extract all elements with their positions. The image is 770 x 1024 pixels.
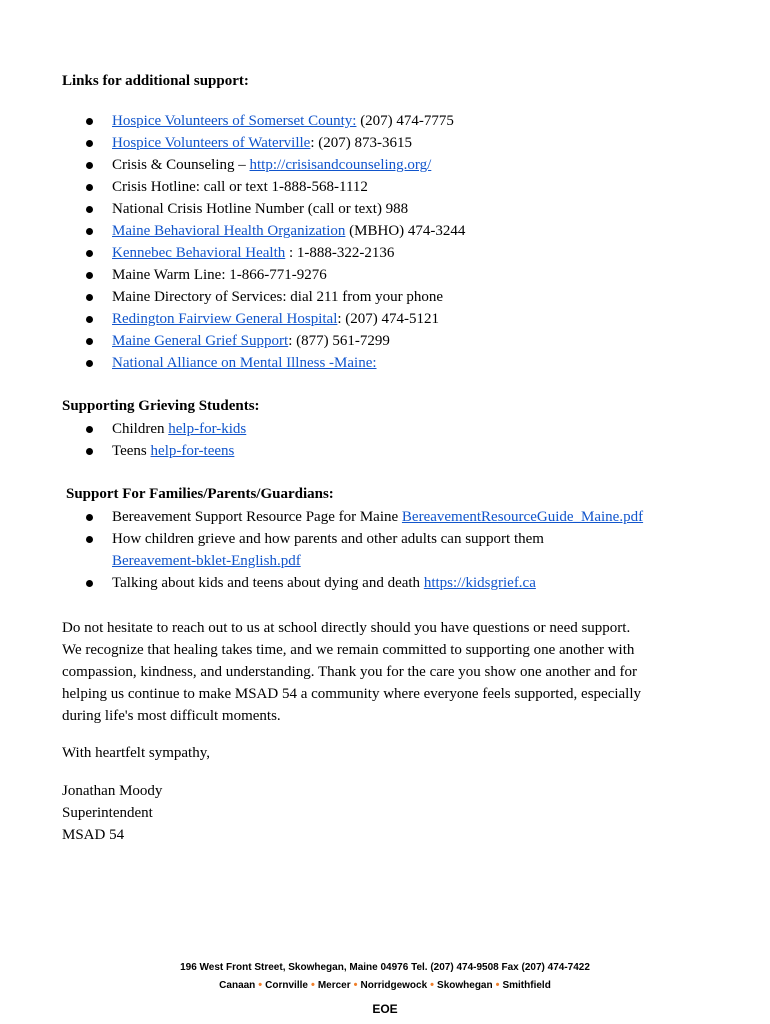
- signature-line: MSAD 54: [62, 827, 125, 843]
- list-item: [62, 308, 465, 330]
- list-item: [62, 352, 465, 374]
- additional-support-heading: Links for additional support:: [62, 73, 249, 89]
- bullet-icon: [86, 580, 93, 587]
- closing-line: helping us continue to make MSAD 54 a community where everyone feels supported, especially: [62, 686, 642, 702]
- list-item: [62, 572, 643, 594]
- town-name: Cornville: [265, 980, 308, 991]
- resource-link[interactable]: BereavementResourceGuide_Maine.pdf: [401, 509, 644, 525]
- town-name: Mercer: [317, 980, 351, 991]
- bullet-icon: [86, 206, 93, 213]
- closing-line: compassion, kindness, and understanding. Thank you for the care you show one another and for: [62, 664, 638, 680]
- separator-dot-icon: •: [495, 979, 500, 991]
- bullet-icon: [86, 184, 93, 191]
- bullet-icon: [86, 294, 93, 301]
- signature-block: [62, 780, 722, 846]
- closing-paragraph: [62, 617, 722, 727]
- list-item: [62, 440, 246, 462]
- bullet-icon: [86, 316, 93, 323]
- bullet-icon: [86, 162, 93, 169]
- resource-link[interactable]: Bereavement-bklet-English.pdf: [112, 553, 301, 569]
- item-text: Children: [112, 421, 169, 437]
- item-text: Crisis & Counseling –: [112, 157, 250, 173]
- separator-dot-icon: •: [430, 979, 435, 991]
- item-text: : (207) 474-5121: [337, 311, 440, 327]
- resource-link[interactable]: help-for-kids: [168, 421, 247, 437]
- resource-link[interactable]: https://kidsgrief.ca: [423, 575, 536, 591]
- item-text: (MBHO) 474-3244: [345, 223, 466, 239]
- resource-link[interactable]: Kennebec Behavioral Health: [112, 245, 286, 261]
- separator-dot-icon: •: [258, 979, 263, 991]
- families-heading: Support For Families/Parents/Guardians:: [66, 486, 334, 502]
- resource-link[interactable]: Hospice Volunteers of Somerset County:: [112, 113, 357, 129]
- resource-link[interactable]: help-for-teens: [150, 443, 235, 459]
- list-item: [62, 418, 246, 440]
- item-text: Teens: [112, 443, 151, 459]
- list-item: [62, 220, 465, 242]
- signature-line: Superintendent: [62, 805, 153, 821]
- closing-line: Do not hesitate to reach out to us at school directly should you have questions or need support.: [62, 620, 631, 636]
- bullet-icon: [86, 360, 93, 367]
- item-text: Maine Directory of Services: dial 211 from your phone: [112, 289, 444, 305]
- item-text: National Crisis Hotline Number (call or text) 988: [112, 201, 409, 217]
- list-item: [62, 528, 643, 572]
- town-name: Skowhegan: [437, 980, 493, 991]
- list-item: [62, 198, 465, 220]
- list-item: [62, 286, 465, 308]
- bullet-icon: [86, 140, 93, 147]
- bullet-icon: [86, 228, 93, 235]
- footer-towns: [0, 979, 770, 991]
- item-text: : (207) 873-3615: [310, 135, 412, 151]
- footer-address: 196 West Front Street, Skowhegan, Maine 04976 Tel. (207) 474-9508 Fax (207) 474-7422: [180, 962, 590, 973]
- resource-link[interactable]: http://crisisandcounseling.org/: [249, 157, 432, 173]
- separator-dot-icon: •: [310, 979, 315, 991]
- list-item: [62, 330, 465, 352]
- salutation: With heartfelt sympathy,: [62, 745, 210, 761]
- item-text: (207) 474-7775: [356, 113, 454, 129]
- grieving-students-list: [62, 418, 246, 462]
- list-item: [62, 110, 465, 132]
- bullet-icon: [86, 338, 93, 345]
- list-item: [62, 242, 465, 264]
- list-item: [62, 264, 465, 286]
- signature-line: Jonathan Moody: [62, 783, 163, 799]
- item-text: : (877) 561-7299: [288, 333, 390, 349]
- bullet-icon: [86, 118, 93, 125]
- eoe-label: EOE: [372, 1002, 398, 1016]
- closing-line: We recognize that healing takes time, and we remain committed to supporting one another with: [62, 642, 635, 658]
- bullet-icon: [86, 448, 93, 455]
- item-text: How children grieve and how parents and other adults can support them: [112, 531, 544, 547]
- town-name: Canaan: [219, 980, 256, 991]
- families-list: [62, 506, 643, 594]
- grieving-students-heading: Supporting Grieving Students:: [62, 398, 260, 414]
- resource-link[interactable]: Maine Behavioral Health Organization: [112, 223, 346, 239]
- item-text: Maine Warm Line: 1-866-771-9276: [112, 267, 327, 283]
- list-item: [62, 506, 643, 528]
- town-name: Norridgewock: [360, 980, 428, 991]
- bullet-icon: [86, 250, 93, 257]
- resource-link[interactable]: Redington Fairview General Hospital: [112, 311, 338, 327]
- resource-link[interactable]: Hospice Volunteers of Waterville: [112, 135, 311, 151]
- item-text: Bereavement Support Resource Page for Maine: [112, 509, 402, 525]
- item-text: Crisis Hotline: call or text 1-888-568-1112: [112, 179, 368, 195]
- list-item: [62, 154, 465, 176]
- resource-link[interactable]: National Alliance on Mental Illness -Maine:: [112, 355, 377, 371]
- bullet-icon: [86, 272, 93, 279]
- list-item: [62, 176, 465, 198]
- additional-support-list: [62, 110, 465, 374]
- bullet-icon: [86, 426, 93, 433]
- item-text: : 1-888-322-2136: [285, 245, 395, 261]
- item-text: Talking about kids and teens about dying and death: [112, 575, 424, 591]
- bullet-icon: [86, 536, 93, 543]
- resource-link[interactable]: Maine General Grief Support: [112, 333, 289, 349]
- bullet-icon: [86, 514, 93, 521]
- list-item: [62, 132, 465, 154]
- town-name: Smithfield: [502, 980, 551, 991]
- separator-dot-icon: •: [353, 979, 358, 991]
- closing-line: during life's most difficult moments.: [62, 708, 281, 724]
